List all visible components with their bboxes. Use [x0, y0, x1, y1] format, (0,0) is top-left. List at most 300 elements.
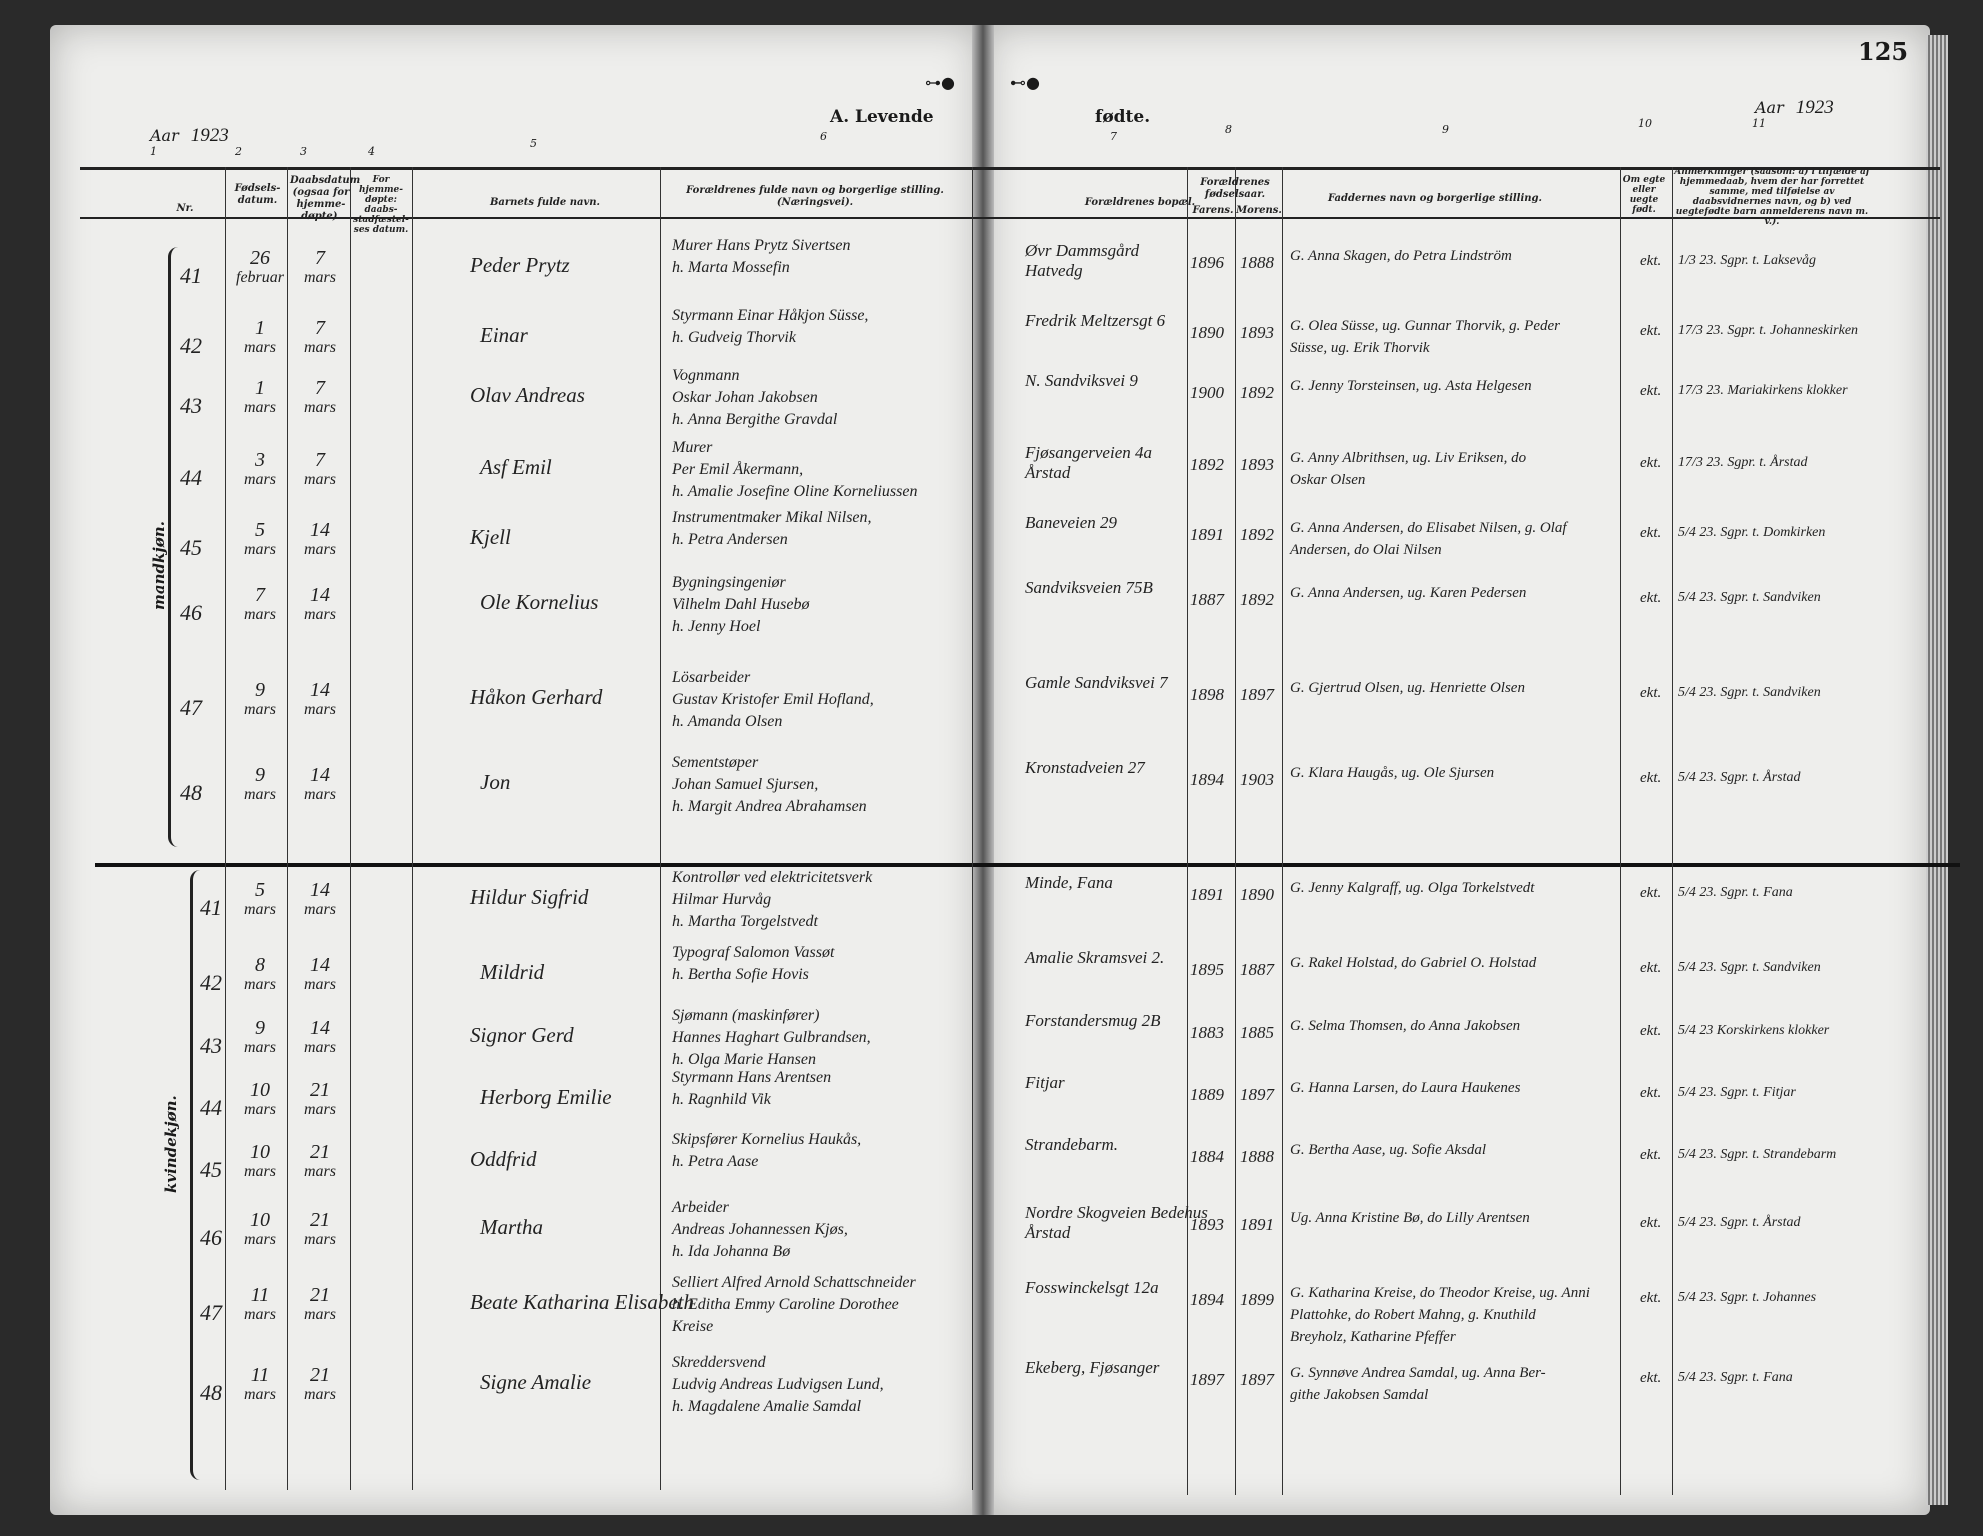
birth-day: 9 — [255, 679, 265, 701]
parent-line: h. Anna Bergithe Gravdal — [672, 411, 838, 428]
residence-line: N. Sandviksvei 9 — [1025, 371, 1138, 390]
baptism-day: 14 — [310, 584, 330, 606]
father-birth-year: 1897 — [1190, 1370, 1224, 1389]
baptism-date — [290, 1018, 350, 1058]
residence — [1025, 1011, 1161, 1031]
residence-line: Hatvedg — [1025, 261, 1083, 280]
residence-line: Årstad — [1025, 1223, 1071, 1242]
father-birth-year: 1884 — [1190, 1147, 1224, 1166]
entry-number: 46 — [180, 600, 202, 625]
birth-day: 10 — [250, 1141, 270, 1163]
parent-line: Murer — [672, 439, 713, 456]
parent-line: h. Petra Andersen — [672, 531, 788, 548]
entry-number: 45 — [200, 1157, 222, 1182]
birth-month: mars — [243, 471, 276, 488]
title-right: fødte. — [1095, 107, 1151, 127]
baptism-day: 21 — [310, 1284, 330, 1306]
column-rule — [350, 167, 351, 1490]
residence — [1025, 758, 1145, 778]
baptism-day: 21 — [310, 1079, 330, 1101]
baptism-date — [290, 1080, 350, 1120]
col-ekte-header: Om egte eller uegte født. — [1622, 175, 1666, 215]
residence-line: Fredrik Meltzersgt 6 — [1025, 311, 1166, 330]
child-name: Signe Amalie — [480, 1370, 592, 1394]
father-birth-year: 1889 — [1190, 1085, 1224, 1104]
column-rule — [1187, 167, 1188, 1495]
residence — [1025, 311, 1165, 331]
parent-line: Murer Hans Prytz Sivertsen — [672, 237, 851, 254]
parent-line: h. Jenny Hoel — [672, 618, 761, 635]
col-hjemme-header: For hjemme-døpte: daabs-stadfæstel-ses datum. — [353, 175, 409, 235]
col-daab-header: Daabsdatum (ogsaa for hjemme-døpte). — [290, 175, 361, 222]
mother-birth-year: 1899 — [1240, 1290, 1274, 1309]
parent-line: Skipsfører Kornelius Haukås, — [672, 1131, 862, 1148]
parent-line: h. Margit Andrea Abrahamsen — [672, 798, 867, 815]
baptism-month: mars — [303, 701, 336, 718]
birth-day: 1 — [255, 317, 265, 339]
mother-birth-year: 1888 — [1240, 253, 1274, 272]
birth-month: mars — [243, 976, 276, 993]
parent-line: Kontrollør ved elektricitetsverk — [672, 869, 873, 886]
baptism-date — [290, 318, 350, 358]
parents-names — [672, 507, 872, 551]
godparent-line: G. Synnøve Andrea Samdal, ug. Anna Ber- — [1290, 1365, 1546, 1381]
father-birth-year: 1883 — [1190, 1023, 1224, 1042]
parent-line: Gustav Kristofer Emil Hofland, — [672, 691, 874, 708]
godparent-line: G. Klara Haugås, ug. Ole Sjursen — [1290, 765, 1495, 781]
residence-line: Forstandersmug 2B — [1025, 1011, 1161, 1030]
godparents — [1290, 1282, 1590, 1348]
parents-names — [672, 1352, 884, 1418]
birth-date — [230, 765, 290, 805]
birth-date — [230, 680, 290, 720]
legitimacy: ekt. — [1640, 590, 1662, 606]
entry-number: 41 — [180, 263, 202, 288]
birth-date — [230, 248, 290, 288]
child-name: Ole Kornelius — [480, 590, 599, 614]
parents-names — [672, 365, 837, 431]
child-name: Olav Andreas — [470, 383, 585, 407]
column-number: 4 — [368, 145, 375, 158]
residence-line: Øvr Dammsgård — [1025, 241, 1140, 260]
column-number: 5 — [530, 137, 537, 150]
baptism-month: mars — [303, 541, 336, 558]
legitimacy: ekt. — [1640, 1370, 1662, 1386]
legitimacy: ekt. — [1640, 1147, 1662, 1163]
godparent-line: G. Bertha Aase, ug. Sofie Aksdal — [1290, 1142, 1487, 1158]
column-rule — [412, 167, 413, 1490]
remarks: 5/4 23 Korskirkens klokker — [1678, 1023, 1830, 1038]
parent-line: h. Martha Torgelstvedt — [672, 913, 818, 930]
baptism-date — [290, 765, 350, 805]
birth-date — [230, 1365, 290, 1405]
parents-names — [672, 235, 851, 279]
child-name: Peder Prytz — [470, 253, 570, 277]
godparent-line: G. Hanna Larsen, do Laura Haukenes — [1290, 1080, 1521, 1096]
godparent-line: G. Jenny Kalgraff, ug. Olga Torkelstvedt — [1290, 880, 1535, 896]
mother-birth-year: 1892 — [1240, 590, 1274, 609]
residence-line: Nordre Skogveien Bedehus — [1025, 1203, 1208, 1222]
birth-day: 1 — [255, 377, 265, 399]
col-fodselsaar-header: Forældrenes fødselsaar. — [1200, 177, 1270, 200]
entry-number: 43 — [200, 1033, 222, 1058]
parents-names — [672, 305, 868, 349]
parents-names — [672, 1272, 916, 1338]
col-anm-header: Anmerkninger (saasom: a) i tilfælde af hjemmedaab, hvem der har forrettet samme, med tilføielse av daabsvidnernes navn, og b) ved uegtefødte barn anmelderens navn m. v.). — [1674, 167, 1870, 227]
parent-line: h. Magdalene Amalie Samdal — [672, 1398, 862, 1415]
parent-line: Kreise — [672, 1318, 714, 1335]
godparents — [1290, 245, 1512, 267]
godparents — [1290, 315, 1560, 359]
parent-line: h. Ragnhild Vik — [672, 1091, 771, 1108]
baptism-month: mars — [303, 1386, 336, 1403]
residence — [1025, 513, 1117, 533]
baptism-date — [290, 955, 350, 995]
baptism-month: mars — [303, 976, 336, 993]
godparents — [1290, 1207, 1530, 1229]
baptism-day: 7 — [315, 247, 325, 269]
remarks: 17/3 23. Mariakirkens klokker — [1678, 383, 1848, 398]
birth-month: mars — [243, 1231, 276, 1248]
birth-date — [230, 450, 290, 490]
birth-month: mars — [243, 701, 276, 718]
parent-line: h. Gudveig Thorvik — [672, 329, 796, 346]
parent-line: h. Ida Johanna Bø — [672, 1243, 791, 1260]
col-nr-header: Nr. — [176, 203, 194, 214]
father-birth-year: 1891 — [1190, 525, 1224, 544]
remarks: 5/4 23. Sgpr. t. Sandviken — [1678, 590, 1821, 605]
column-number: 10 — [1638, 117, 1652, 130]
godparents — [1290, 1015, 1520, 1037]
legitimacy: ekt. — [1640, 1290, 1662, 1306]
book-spread — [50, 25, 1930, 1515]
residence-line: Fjøsangerveien 4a — [1025, 443, 1152, 462]
col-faddere-header: Faddernes navn og borgerlige stilling. — [1327, 193, 1543, 204]
year-label-right: Aar 1923 — [1755, 97, 1834, 118]
residence — [1025, 948, 1164, 968]
baptism-date — [290, 1365, 350, 1405]
baptism-day: 21 — [310, 1141, 330, 1163]
parents-names — [672, 942, 834, 986]
birth-date — [230, 1142, 290, 1182]
parent-line: Ludvig Andreas Ludvigsen Lund, — [672, 1376, 884, 1393]
column-number: 11 — [1752, 117, 1766, 130]
godparents — [1290, 375, 1532, 397]
birth-date — [230, 318, 290, 358]
birth-day: 8 — [255, 954, 265, 976]
child-name: Oddfrid — [470, 1147, 537, 1171]
remarks: 17/3 23. Sgpr. t. Johanneskirken — [1678, 323, 1859, 338]
parent-line: Oskar Johan Jakobsen — [672, 389, 818, 406]
mother-birth-year: 1903 — [1240, 770, 1274, 789]
parents-names — [672, 667, 874, 733]
godparents — [1290, 877, 1534, 899]
baptism-day: 7 — [315, 449, 325, 471]
parents-names — [672, 1197, 848, 1263]
godparent-line: G. Anna Andersen, ug. Karen Pedersen — [1290, 585, 1527, 601]
year-right: 1923 — [1795, 97, 1834, 118]
godparents — [1290, 1362, 1546, 1406]
baptism-day: 14 — [310, 954, 330, 976]
residence-line: Baneveien 29 — [1025, 513, 1118, 532]
godparents — [1290, 582, 1526, 604]
godparent-line: G. Jenny Torsteinsen, ug. Asta Helgesen — [1290, 378, 1532, 394]
father-birth-year: 1900 — [1190, 383, 1224, 402]
child-name: Martha — [480, 1215, 543, 1239]
baptism-day: 14 — [310, 764, 330, 786]
entry-number: 44 — [200, 1095, 222, 1120]
birth-date — [230, 1080, 290, 1120]
baptism-date — [290, 585, 350, 625]
birth-month: mars — [243, 1039, 276, 1056]
parent-line: h. Editha Emmy Caroline Dorothee — [672, 1296, 899, 1313]
remarks: 17/3 23. Sgpr. t. Årstad — [1678, 455, 1808, 470]
column-rule — [1620, 167, 1621, 1495]
parent-line: Vilhelm Dahl Husebø — [672, 596, 810, 613]
father-birth-year: 1894 — [1190, 1290, 1224, 1309]
birth-month: februar — [236, 269, 284, 286]
godparent-line: G. Rakel Holstad, do Gabriel O. Holstad — [1290, 955, 1537, 971]
child-name: Mildrid — [480, 960, 545, 984]
baptism-month: mars — [303, 1101, 336, 1118]
mother-birth-year: 1897 — [1240, 1085, 1274, 1104]
child-name: Einar — [480, 323, 528, 347]
parent-line: Selliert Alfred Arnold Schattschneider — [672, 1274, 916, 1291]
parent-line: Andreas Johannessen Kjøs, — [672, 1221, 848, 1238]
year-left: 1923 — [190, 125, 229, 146]
parent-line: h. Amalie Josefine Oline Korneliussen — [672, 483, 918, 500]
mother-birth-year: 1897 — [1240, 1370, 1274, 1389]
residence-line: Minde, Fana — [1025, 873, 1113, 892]
mother-birth-year: 1887 — [1240, 960, 1274, 979]
remarks: 5/4 23. Sgpr. t. Domkirken — [1678, 525, 1826, 540]
mother-birth-year: 1892 — [1240, 525, 1274, 544]
residence-line: Gamle Sandviksvei 7 — [1025, 673, 1168, 692]
mother-birth-year: 1897 — [1240, 685, 1274, 704]
godparents — [1290, 447, 1526, 491]
parent-line: h. Marta Mossefin — [672, 259, 790, 276]
godparents — [1290, 762, 1494, 784]
baptism-month: mars — [303, 1163, 336, 1180]
residence — [1025, 1073, 1065, 1093]
father-birth-year: 1891 — [1190, 885, 1224, 904]
godparent-line: G. Gjertrud Olsen, ug. Henriette Olsen — [1290, 680, 1525, 696]
godparents — [1290, 517, 1567, 561]
entry-number: 45 — [180, 535, 202, 560]
column-rule — [1235, 167, 1236, 1495]
birth-date — [230, 955, 290, 995]
column-number: 7 — [1110, 130, 1117, 143]
father-birth-year: 1890 — [1190, 323, 1224, 342]
entry-number: 42 — [200, 970, 222, 995]
mother-birth-year: 1891 — [1240, 1215, 1274, 1234]
column-rule — [1672, 167, 1673, 1495]
birth-day: 11 — [250, 1364, 270, 1386]
birth-day: 9 — [255, 1017, 265, 1039]
birth-month: mars — [243, 541, 276, 558]
entry-number: 48 — [200, 1380, 222, 1405]
entry-number: 47 — [180, 695, 202, 720]
entry-number: 44 — [180, 465, 202, 490]
birth-date — [230, 520, 290, 560]
baptism-day: 14 — [310, 1017, 330, 1039]
col-foreldre-header: Forældrenes fulde navn og borgerlige stilling. (Næringsvei). — [686, 185, 944, 208]
legitimacy: ekt. — [1640, 1215, 1662, 1231]
godparents — [1290, 952, 1536, 974]
entry-number: 42 — [180, 333, 202, 358]
godparent-line: G. Anny Albrithsen, ug. Liv Eriksen, do — [1290, 450, 1527, 466]
column-number: 2 — [235, 145, 242, 158]
entry-number: 48 — [180, 780, 202, 805]
child-name: Herborg Emilie — [480, 1085, 612, 1109]
baptism-month: mars — [303, 471, 336, 488]
parent-line: Vognmann — [672, 367, 740, 384]
remarks: 5/4 23. Sgpr. t. Årstad — [1678, 770, 1801, 785]
parent-line: h. Bertha Sofie Hovis — [672, 966, 809, 983]
birth-date — [230, 1285, 290, 1325]
section-divider — [95, 863, 1960, 867]
godparent-line: Breyholz, Katharine Pfeffer — [1290, 1329, 1456, 1345]
mother-birth-year: 1890 — [1240, 885, 1274, 904]
remarks: 5/4 23. Sgpr. t. Sandviken — [1678, 960, 1821, 975]
parent-line: Bygningsingeniør — [672, 574, 786, 591]
godparent-line: Oskar Olsen — [1290, 472, 1366, 488]
baptism-date — [290, 1285, 350, 1325]
birth-date — [230, 378, 290, 418]
seal-mark-icon: ⊶● — [925, 73, 955, 92]
remarks: 5/4 23. Sgpr. t. Strandebarm — [1678, 1147, 1837, 1162]
entry-number: 41 — [200, 895, 222, 920]
baptism-day: 7 — [315, 377, 325, 399]
parent-line: Instrumentmaker Mikal Nilsen, — [672, 509, 872, 526]
baptism-day: 14 — [310, 679, 330, 701]
baptism-date — [290, 248, 350, 288]
parent-line: Johan Samuel Sjursen, — [672, 776, 819, 793]
godparents — [1290, 677, 1525, 699]
col-navn-header: Barnets fulde navn. — [489, 197, 601, 208]
remarks: 5/4 23. Sgpr. t. Årstad — [1678, 1215, 1801, 1230]
residence — [1025, 873, 1113, 893]
birth-month: mars — [243, 1163, 276, 1180]
godparent-line: Süsse, ug. Erik Thorvik — [1290, 340, 1430, 356]
remarks: 5/4 23. Sgpr. t. Fana — [1678, 885, 1793, 900]
baptism-month: mars — [303, 901, 336, 918]
legitimacy: ekt. — [1640, 323, 1662, 339]
birth-month: mars — [243, 606, 276, 623]
baptism-month: mars — [303, 1306, 336, 1323]
remarks: 5/4 23. Sgpr. t. Fana — [1678, 1370, 1793, 1385]
birth-day: 26 — [250, 247, 270, 269]
parent-line: Styrmann Einar Håkjon Süsse, — [672, 307, 869, 324]
mother-birth-year: 1892 — [1240, 383, 1274, 402]
baptism-month: mars — [303, 786, 336, 803]
godparent-line: G. Selma Thomsen, do Anna Jakobsen — [1290, 1018, 1521, 1034]
godparent-line: Ug. Anna Kristine Bø, do Lilly Arentsen — [1290, 1210, 1530, 1226]
birth-month: mars — [243, 786, 276, 803]
father-birth-year: 1893 — [1190, 1215, 1224, 1234]
mother-birth-year: 1885 — [1240, 1023, 1274, 1042]
baptism-day: 14 — [310, 879, 330, 901]
legitimacy: ekt. — [1640, 455, 1662, 471]
birth-day: 5 — [255, 519, 265, 541]
legitimacy: ekt. — [1640, 1023, 1662, 1039]
parent-line: Lösarbeider — [672, 669, 751, 686]
parent-line: Sementstøper — [672, 754, 759, 771]
baptism-date — [290, 1142, 350, 1182]
birth-date — [230, 1210, 290, 1250]
entry-number: 46 — [200, 1225, 222, 1250]
col-fodsel-header: Fødsels-datum. — [234, 183, 281, 206]
column-rule — [1282, 167, 1283, 1495]
parents-names — [672, 867, 872, 933]
father-birth-year: 1895 — [1190, 960, 1224, 979]
birth-date — [230, 1018, 290, 1058]
parent-line: Arbeider — [672, 1199, 729, 1216]
godparents — [1290, 1077, 1520, 1099]
remarks: 5/4 23. Sgpr. t. Fitjar — [1678, 1085, 1796, 1100]
baptism-date — [290, 378, 350, 418]
legitimacy: ekt. — [1640, 1085, 1662, 1101]
residence-line: Årstad — [1025, 463, 1071, 482]
baptism-month: mars — [303, 1039, 336, 1056]
residence — [1025, 241, 1139, 281]
parents-names — [672, 1005, 871, 1071]
birth-month: mars — [243, 1386, 276, 1403]
legitimacy: ekt. — [1640, 770, 1662, 786]
parents-names — [672, 752, 867, 818]
godparent-line: G. Anna Andersen, do Elisabet Nilsen, g. Olaf — [1290, 520, 1567, 536]
title-left: A. Levende — [830, 107, 934, 127]
birth-day: 3 — [255, 449, 265, 471]
remarks: 5/4 23. Sgpr. t. Johannes — [1678, 1290, 1817, 1305]
residence — [1025, 1278, 1159, 1298]
residence-line: Kronstadveien 27 — [1025, 758, 1145, 777]
birth-month: mars — [243, 1306, 276, 1323]
legitimacy: ekt. — [1640, 885, 1662, 901]
parent-line: h. Amanda Olsen — [672, 713, 783, 730]
col-bopel-header: Forældrenes bopæl. — [1084, 197, 1196, 208]
birth-date — [230, 585, 290, 625]
father-birth-year: 1898 — [1190, 685, 1224, 704]
book-gutter — [972, 25, 994, 1515]
birth-month: mars — [243, 1101, 276, 1118]
godparent-line: G. Katharina Kreise, do Theodor Kreise, ug. Anni — [1290, 1285, 1590, 1301]
birth-day: 7 — [255, 584, 265, 606]
column-number: 8 — [1225, 123, 1232, 136]
residence — [1025, 1135, 1118, 1155]
baptism-date — [290, 1210, 350, 1250]
legitimacy: ekt. — [1640, 383, 1662, 399]
child-name: Håkon Gerhard — [470, 685, 603, 709]
father-birth-year: 1887 — [1190, 590, 1224, 609]
baptism-month: mars — [303, 269, 336, 286]
baptism-date — [290, 680, 350, 720]
baptism-day: 21 — [310, 1364, 330, 1386]
godparents — [1290, 1139, 1486, 1161]
column-rule — [972, 167, 973, 1490]
birth-day: 10 — [250, 1079, 270, 1101]
col-morens-header: Morens. — [1236, 205, 1282, 216]
baptism-date — [290, 880, 350, 920]
remarks: 1/3 23. Sgpr. t. Laksevåg — [1678, 253, 1817, 268]
residence-line: Fosswinckelsgt 12a — [1025, 1278, 1159, 1297]
seal-mark-icon: ⊷● — [1010, 73, 1040, 92]
child-name: Kjell — [470, 525, 511, 549]
father-birth-year: 1896 — [1190, 253, 1224, 272]
residence — [1025, 578, 1153, 598]
residence — [1025, 673, 1168, 693]
parent-line: Hilmar Hurvåg — [672, 891, 772, 908]
